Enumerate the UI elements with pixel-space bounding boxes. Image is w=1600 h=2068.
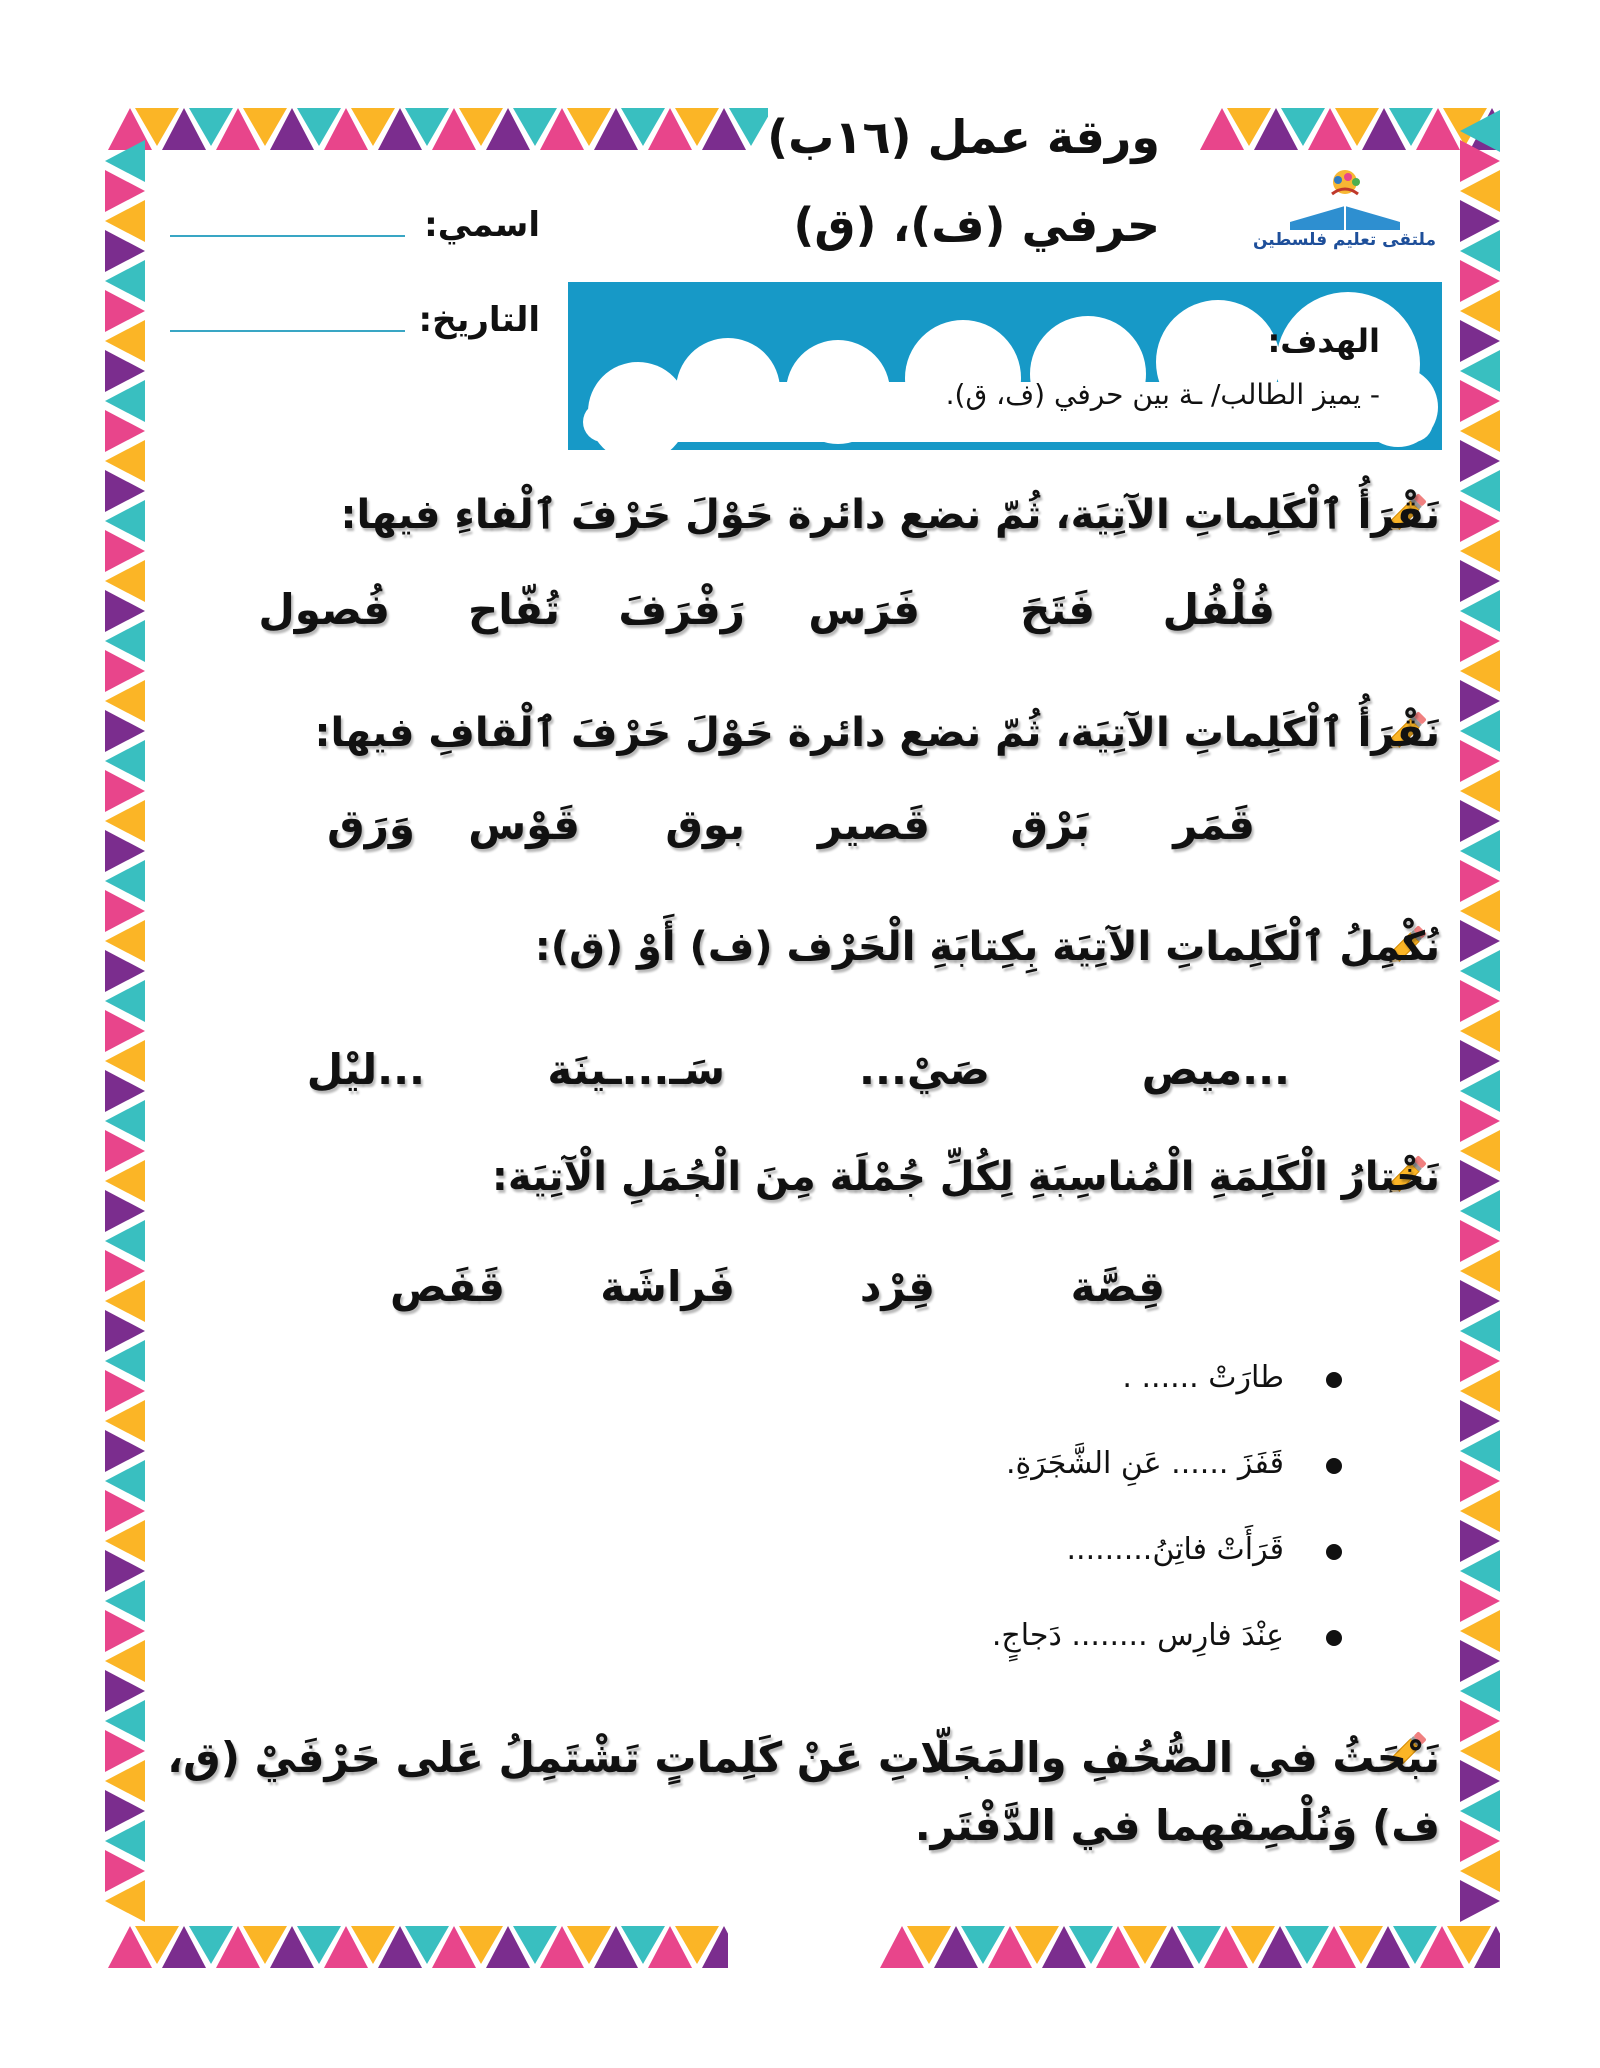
question-4-instruction: نَخْتارُ الْكَلِمَةِ الْمُناسِبَةِ لِكُلِّ جُمْلَة مِنَ الْجُمَلِ الْآتِيَة: xyxy=(491,1154,1440,1200)
word[interactable]: تُفّاح xyxy=(467,585,560,634)
question-1-words xyxy=(0,585,1600,655)
question-2-words xyxy=(0,800,1600,870)
worksheet-subtitle: حرفي (ف)، (ق) xyxy=(793,198,1160,252)
word[interactable]: رَفْرَفَ xyxy=(618,585,745,634)
word[interactable]: بوق xyxy=(665,800,745,849)
goal-box xyxy=(568,282,1442,450)
bullet-icon xyxy=(1326,1544,1342,1560)
goal-text: - يميز الطالب/ ـة بين حرفي (ف، ق). xyxy=(945,378,1380,411)
date-label: التاريخ: xyxy=(418,300,540,340)
question-3-instruction: نُكْمِلُ ٱلْكَلِماتِ الآتِيَة بِكِتابَةِ الْحَرْف (ف) أَوْ (ق): xyxy=(534,924,1440,970)
bullet-icon xyxy=(1326,1372,1342,1388)
worksheet-title: ورقة عمل (١٦ب) xyxy=(767,110,1160,164)
border-right xyxy=(1455,110,1505,1930)
word-choice[interactable]: فَراشَة xyxy=(600,1262,735,1311)
goal-title: الهدف: xyxy=(1267,322,1380,360)
bullet-icon xyxy=(1326,1458,1342,1474)
name-line[interactable] xyxy=(170,235,405,237)
word-choice[interactable]: قَفَص xyxy=(389,1262,505,1311)
border-left xyxy=(100,140,150,1930)
word-choice[interactable]: قِرْد xyxy=(859,1262,935,1311)
name-field[interactable] xyxy=(170,205,540,255)
question-2-instruction: نَقْرَأُ ٱلْكَلِماتِ الآتِيَة، ثُمّ نضع دائرة حَوْلَ حَرْفَ ٱلْقافِ فيها: xyxy=(314,710,1440,756)
word[interactable]: وَرَق xyxy=(327,800,415,849)
date-line[interactable] xyxy=(170,330,405,332)
word[interactable]: قَمَر xyxy=(1173,800,1255,849)
border-bottom-right xyxy=(880,1918,1500,1978)
word-blank[interactable]: صَيْ... xyxy=(859,1045,990,1094)
border-top-left xyxy=(108,100,768,160)
name-label: اسمي: xyxy=(424,205,540,245)
word-blank[interactable]: ...ليْل xyxy=(306,1045,425,1094)
question-1-instruction: نَقْرَأُ ٱلْكَلِماتِ الآتِيَة، ثُمّ نضع دائرة حَوْلَ حَرْفَ ٱلْفاءِ فيها: xyxy=(340,492,1440,538)
word-blank[interactable]: سَـ...ـينَة xyxy=(547,1045,725,1094)
logo-text: ملتقى تعليم فلسطين xyxy=(1252,230,1436,250)
word[interactable]: فُصول xyxy=(258,585,390,634)
cloud-shape xyxy=(568,282,1442,450)
border-bottom-left xyxy=(108,1918,728,1978)
word[interactable]: بَرْق xyxy=(1010,800,1090,849)
word-blank[interactable]: ...ميص xyxy=(1141,1045,1290,1094)
question-5-instruction: نَبْحَثُ في الصُّحُفِ والمَجَلّاتِ عَنْ كَلِماتٍ تَشْتَمِلُ عَلى حَرْفَيْ (ق، ف) وَنُلْصِقهما في الدَّفْتَر. xyxy=(167,1733,1440,1850)
date-field[interactable] xyxy=(170,300,540,350)
question-3-words xyxy=(0,1045,1600,1115)
word[interactable]: فَرَس xyxy=(808,585,920,634)
question-4-word-bank xyxy=(0,1262,1600,1332)
word[interactable]: قَوْس xyxy=(468,800,580,849)
word[interactable]: فُلْفُل xyxy=(1162,585,1275,634)
word[interactable]: فَتَحَ xyxy=(1020,585,1095,634)
word[interactable]: قَصير xyxy=(817,800,930,849)
word-choice[interactable]: قِصَّة xyxy=(1070,1262,1165,1311)
worksheet-page: ورقة عمل (١٦ب) حرفي (ف)، (ق) ملتقى تعليم فلسطين اسمي: التاريخ: الهدف: - يميز الطالب/ ـة بين حرفي (ف، ق). نَقْرَأُ ٱلْكَلِماتِ الآتِيَة، ثُمّ نضع دائرة حَوْلَ حَرْفَ ٱلْفاءِ فيها: فُلْفُل فَتَحَ فَرَس رَفْرَفَ تُفّاح فُصول نَقْرَأُ ٱلْكَلِماتِ الآتِيَة، ثُمّ نضع دائرة حَوْلَ حَرْفَ ٱلْقافِ فيها: قَمَر بَرْق قَصير بوق قَوْس وَرَق نُكْمِلُ ٱلْكَلِماتِ الآتِيَة بِكِتابَةِ الْحَرْف (ف) أَوْ (ق): ...ميص صَيْ... سَـ...ـينَة ...ليْل نَخْتارُ الْكَلِمَةِ الْمُناسِبَةِ لِكُلِّ جُمْلَة مِنَ الْجُمَلِ الْآتِيَة: قِصَّة قِرْد فَراشَة قَفَص طارَتْ ...... . قَفَزَ ...... عَنِ الشَّجَرَةِ. قَرَأَتْ فاتِنُ......... عِنْدَ فارِس ........ دَجاجٍ. نَبْحَثُ في الصُّحُفِ والمَجَلّاتِ عَنْ كَلِماتٍ تَشْتَمِلُ عَلى حَرْفَيْ (ق، ف) وَنُلْصِقهما في الدَّفْتَر. xyxy=(0,0,1600,2068)
bullet-icon xyxy=(1326,1630,1342,1646)
